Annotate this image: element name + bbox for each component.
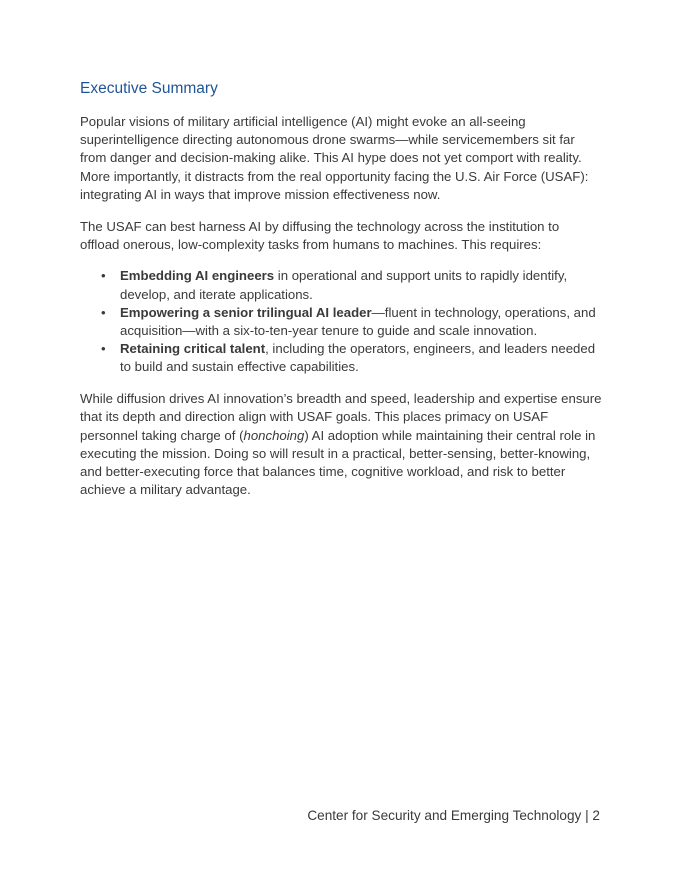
summary-paragraph-3 (80, 390, 602, 499)
italic-term: honchoing (243, 427, 305, 443)
paragraph-text: ) AI adoption while maintaining their central role in executing the mission. Doing so will result in a practical, better-sensing, better-knowing, and better-executing force that balances time, cognitive workload, and risk to better achieve a military advantage. (80, 427, 596, 498)
list-item-bold: Empowering a senior trilingual AI leader (120, 304, 372, 320)
list-item-text: , including the operators, engineers, and leaders needed to build and sustain effective capabilities. (120, 341, 596, 375)
page-footer: Center for Security and Emerging Technology | 2 (307, 808, 600, 823)
list-item (80, 304, 602, 340)
bullet-icon: • (101, 268, 106, 284)
list-item (80, 340, 602, 376)
summary-paragraph-2: The USAF can best harness AI by diffusing the technology across the institution to offload onerous, low-complexity tasks from humans to machines. This requires: (80, 218, 560, 252)
section-heading: Executive Summary (80, 80, 218, 97)
document-page (80, 78, 602, 513)
list-item-bold: Embedding AI engineers (120, 268, 275, 284)
recommendations-list (80, 267, 602, 376)
list-item-bold: Retaining critical talent (120, 341, 266, 357)
list-item-text: in operational and support units to rapidly identify, develop, and iterate applications. (120, 268, 568, 302)
list-item (80, 267, 602, 303)
summary-paragraph-1: Popular visions of military artificial intelligence (AI) might evoke an all-seeing superintelligence directing autonomous drone swarms—while servicemembers sit far from danger and decision-making alike. This AI hype does not yet comport with reality. More importantly, it distracts from the real opportunity facing the U.S. Air Force (USAF): integrating AI in ways that improve mission effectiveness now. (80, 114, 589, 202)
bullet-icon: • (101, 304, 106, 320)
bullet-icon: • (101, 341, 106, 357)
paragraph-text: While diffusion drives AI innovation’s breadth and speed, leadership and expertise ensure that its depth and direction align with USAF goals. This places primacy on USAF personnel taking charge of ( (80, 391, 602, 443)
list-item-text: —fluent in technology, operations, and acquisition—with a six-to-ten-year tenure to guide and scale innovation. (120, 304, 596, 339)
